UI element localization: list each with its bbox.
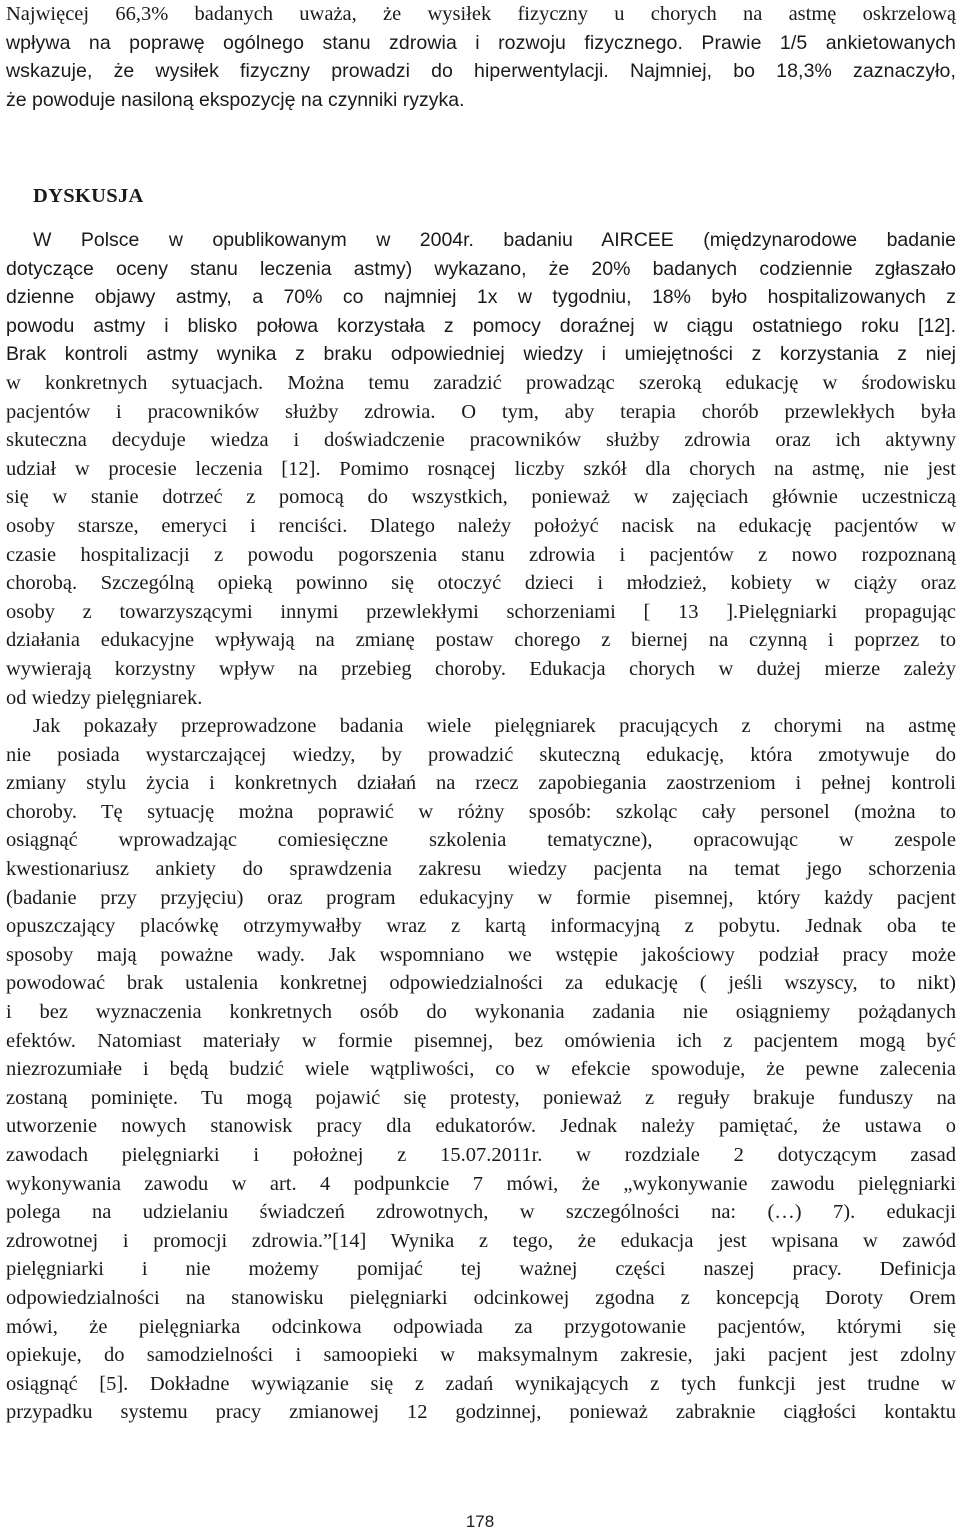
- page-number: 178: [465, 1512, 495, 1531]
- text-line: Jak pokazały przeprowadzone badania wiele pielęgniarek pracujących z chorymi na astmę: [33, 715, 956, 738]
- text-line: wykonywania zawodu w art. 4 podpunkcie 7 mówi, że „wykonywanie zawodu pielęgniarki: [6, 1172, 956, 1195]
- text-line: nie posiada wystarczającej wiedzy, by prowadzić skuteczną edukację, która zmotywuje do: [6, 743, 956, 766]
- text-line: że powoduje nasiloną ekspozycję na czynniki ryzyka.: [6, 88, 465, 111]
- text-line: powodować brak ustalenia konkretnej odpowiedzialności za edukację ( jeśli wszyscy, to nikt): [6, 972, 956, 995]
- text-line: zdrowotnej i promocji zdrowia.”[14] Wynika z tego, że edukacja jest wpisana w zawód: [6, 1229, 956, 1252]
- text-line: dotyczące oceny stanu leczenia astmy) wykazano, że 20% badanych codziennie zgłaszało: [6, 257, 956, 280]
- text-line: kwestionariusz ankiety do sprawdzenia zakresu wiedzy pacjenta na temat jego schorzenia: [6, 858, 956, 881]
- text-line: w konkretnych sytuacjach. Można temu zaradzić prowadząc szeroką edukację w środowisku: [6, 371, 956, 394]
- text-line: utworzenie nowych stanowisk pracy dla edukatorów. Jednak należy pamiętać, że ustawa o: [6, 1115, 956, 1138]
- section-heading: DYSKUSJA: [33, 185, 144, 207]
- text-line: pielęgniarki i nie możemy pomijać tej ważnej części naszej pracy. Definicja: [6, 1258, 956, 1281]
- text-line: zawodach pielęgniarki i położnej z 15.07.2011r. w rozdziale 2 dotyczącym zasad: [6, 1144, 956, 1166]
- text-line: wpływa na poprawę ogólnego stanu zdrowia i rozwoju fizycznego. Prawie 1/5 ankietowanych: [6, 31, 956, 54]
- text-line: pacjentów i pracowników służby zdrowia. O tym, aby terapia chorób przewlekłych była: [6, 400, 956, 423]
- text-line: osiągnąć [5]. Dokładne wywiązanie się z zadań wynikających z tych funkcji jest trudne w: [6, 1372, 956, 1395]
- text-line: powodu astmy i blisko połowa korzystała z pomocy doraźnej w ciągu ostatniego roku [12].: [6, 314, 956, 337]
- text-line: W Polsce w opublikowanym w 2004r. badaniu AIRCEE (międzynarodowe badanie: [33, 229, 956, 251]
- text-line: Najwięcej 66,3% badanych uważa, że wysiłek fizyczny u chorych na astmę oskrzelową: [6, 3, 956, 25]
- text-line: skuteczna decyduje wiedza i doświadczenie pracowników służby zdrowia oraz ich aktywny: [6, 429, 956, 452]
- text-line: polega na udzielaniu świadczeń zdrowotnych, w szczególności na: (…) 7). edukacji: [6, 1201, 956, 1224]
- text-line: chorobą. Szczególną opieką powinno się otoczyć dzieci i młodzież, kobiety w ciąży oraz: [6, 572, 956, 595]
- text-line: osiągnąć wprowadzając comiesięczne szkolenia tematyczne), opracowując w zespole: [6, 829, 956, 852]
- text-line: zostaną pominięte. Tu mogą pojawić się protesty, ponieważ z reguły brakuje funduszy na: [6, 1086, 956, 1109]
- text-line: Brak kontroli astmy wynika z braku odpowiedniej wiedzy i umiejętności z korzystania z niej: [6, 343, 956, 366]
- text-line: niezrozumiałe i będą budzić wiele wątpliwości, co w efekcie spowoduje, że pewne zalecenia: [6, 1058, 956, 1081]
- text-line: wskazuje, że wysiłek fizyczny prowadzi do hiperwentylacji. Najmniej, bo 18,3% zaznaczyło,: [6, 60, 956, 83]
- text-line: od wiedzy pielęgniarek.: [6, 686, 203, 709]
- text-line: działania edukacyjne wpływają na zmianę postaw chorego z biernej na czynną i poprzez to: [6, 629, 956, 652]
- text-line: zmiany stylu życia i konkretnych działań na rzecz zapobiegania zaostrzeniom i pełnej kontroli: [6, 772, 956, 795]
- text-line: odpowiedzialności na stanowisku pielęgniarki odcinkowej zgodna z koncepcją Doroty Orem: [6, 1286, 956, 1309]
- text-line: wywierają korzystny wpływ na przebieg choroby. Edukacja chorych w dużej mierze zależy: [6, 657, 956, 680]
- text-line: dzienne objawy astmy, a 70% co najmniej 1x w tygodniu, 18% było hospitalizowanych z: [6, 286, 956, 309]
- text-line: udział w procesie leczenia [12]. Pomimo rosnącej liczby szkół dla chorych na astmę, nie jest: [6, 457, 956, 480]
- text-line: i bez wyznaczenia konkretnych osób do wykonania zadania nie osiągniemy pożądanych: [6, 1001, 956, 1024]
- text-line: (badanie przy przyjęciu) oraz program edukacyjny w formie pisemnej, który każdy pacjent: [6, 886, 956, 909]
- text-line: opiekuje, do samodzielności i samoopieki w maksymalnym zakresie, jaki pacjent jest zdolny: [6, 1344, 956, 1367]
- text-line: czasie hospitalizacji z powodu pogorszenia stanu zdrowia i pacjentów z nowo rozpoznaną: [6, 543, 956, 566]
- intro-paragraph: [6, 0, 956, 114]
- text-line: efektów. Natomiast materiały w formie pisemnej, bez omówienia ich z pacjentem mogą być: [6, 1029, 956, 1052]
- text-line: mówi, że pielęgniarka odcinkowa odpowiada za przygotowanie pacjentów, którymi się: [6, 1315, 956, 1338]
- text-line: przypadku systemu pracy zmianowej 12 godzinnej, ponieważ zabraknie ciągłości kontaktu: [6, 1401, 956, 1424]
- text-line: się w stanie dotrzeć z pomocą do wszystkich, ponieważ w zajęciach głównie uczestniczą: [6, 486, 956, 509]
- text-line: choroby. Tę sytuację można poprawić w różny sposób: szkoląc cały personel (można to: [6, 800, 956, 823]
- text-line: sposoby mają poważne wady. Jak wspomniano we wstępie jakościowy podział pracy może: [6, 943, 956, 966]
- text-line: osoby starsze, emeryci i renciści. Dlatego należy położyć nacisk na edukację pacjentów w: [6, 514, 956, 537]
- text-line: osoby z towarzyszącymi innymi przewlekłymi schorzeniami [ 13 ].Pielęgniarki propagując: [6, 600, 956, 623]
- text-line: opuszczający placówkę otrzymywałby wraz z kartą informacyjną z pobytu. Jednak oba te: [6, 915, 956, 938]
- discussion-body: [6, 226, 956, 1427]
